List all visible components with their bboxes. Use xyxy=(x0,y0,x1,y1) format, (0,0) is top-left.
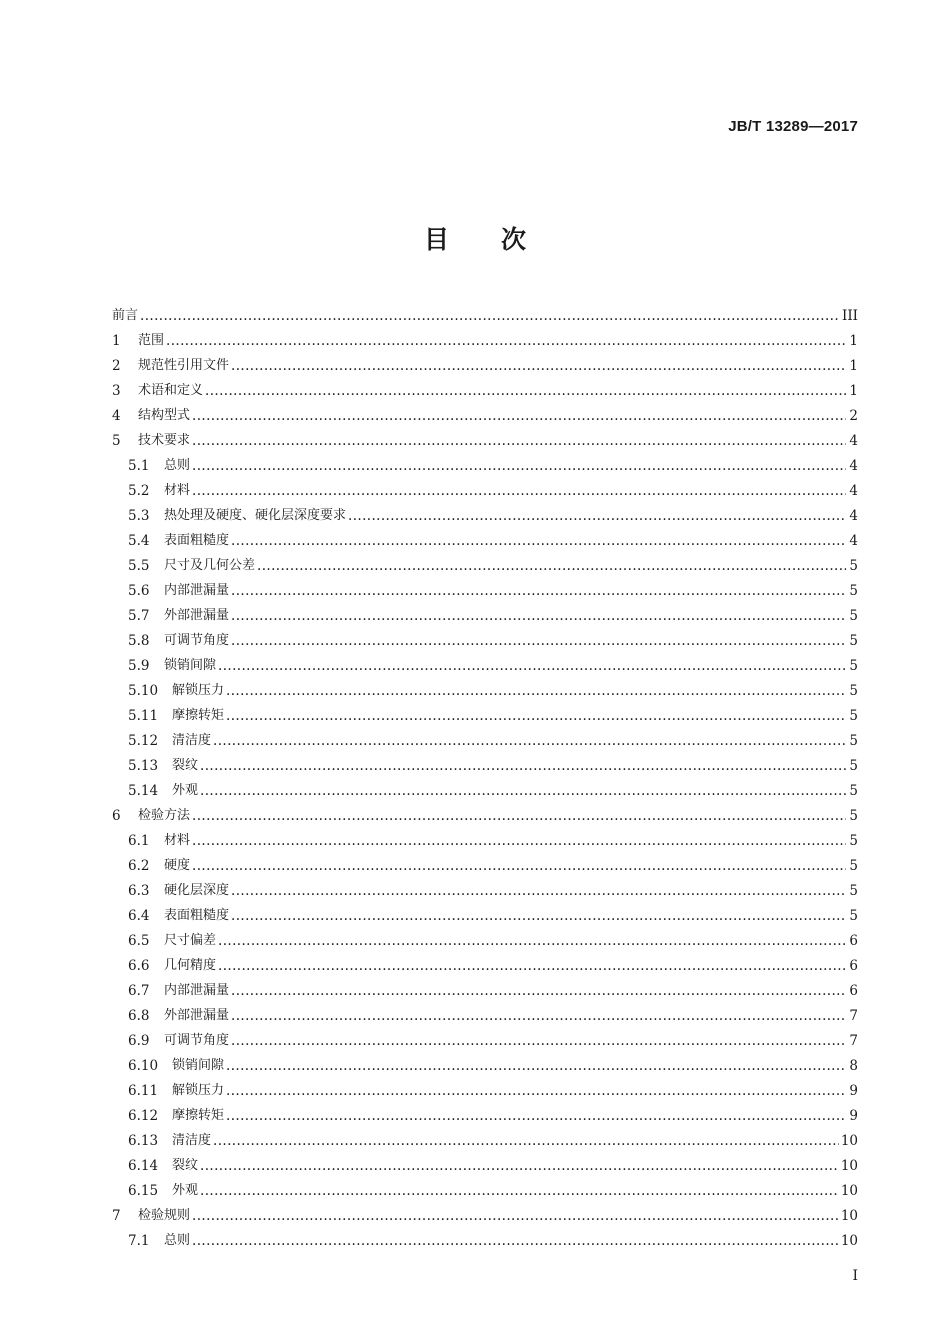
toc-entry-page: 5 xyxy=(849,683,858,699)
toc-leader-dots xyxy=(231,357,846,375)
toc-entry-number: 6.3 xyxy=(128,883,150,899)
toc-entry[interactable] xyxy=(112,425,858,450)
toc-entry[interactable] xyxy=(112,1200,858,1225)
toc-leader-dots xyxy=(200,1182,839,1200)
toc-entry-number: 2 xyxy=(112,358,121,374)
toc-entry-label: 摩擦转矩 xyxy=(172,1108,225,1123)
toc-entry-label: 表面粗糙度 xyxy=(164,533,230,548)
toc-leader-dots xyxy=(192,482,846,500)
toc-entry[interactable] xyxy=(112,925,858,950)
toc-entry[interactable] xyxy=(112,475,858,500)
toc-entry-number: 1 xyxy=(112,333,121,349)
toc-entry-page: 4 xyxy=(849,483,858,499)
toc-entry-label: 可调节角度 xyxy=(164,1033,230,1048)
toc-entry-label: 内部泄漏量 xyxy=(164,983,230,998)
toc-entry[interactable] xyxy=(112,1050,858,1075)
toc-entry-page: 9 xyxy=(849,1108,858,1124)
toc-leader-dots xyxy=(231,1032,846,1050)
toc-leader-dots xyxy=(226,1107,846,1125)
toc-entry-number: 5 xyxy=(112,433,121,449)
toc-leader-dots xyxy=(200,757,846,775)
toc-entry-page: 6 xyxy=(849,933,858,949)
toc-entry-label: 清洁度 xyxy=(172,733,212,748)
toc-entry[interactable] xyxy=(112,725,858,750)
toc-leader-dots xyxy=(257,557,846,575)
toc-leader-dots xyxy=(205,382,846,400)
toc-leader-dots xyxy=(192,407,846,425)
toc-entry[interactable] xyxy=(112,1225,858,1250)
toc-leader-dots xyxy=(166,332,846,350)
toc-entry[interactable] xyxy=(112,675,858,700)
toc-entry-label: 外部泄漏量 xyxy=(164,608,230,623)
toc-leader-dots xyxy=(231,982,846,1000)
toc-entry[interactable] xyxy=(112,850,858,875)
toc-entry-number: 5.5 xyxy=(128,558,150,574)
toc-entry-label: 外观 xyxy=(172,783,199,798)
toc-entry-label: 材料 xyxy=(164,483,191,498)
toc-entry-label: 硬化层深度 xyxy=(164,883,230,898)
page-number: I xyxy=(852,1268,858,1284)
toc-entry-label: 检验规则 xyxy=(138,1208,191,1223)
toc-entry[interactable] xyxy=(112,625,858,650)
toc-entry-label: 外观 xyxy=(172,1183,199,1198)
toc-entry-page: 10 xyxy=(840,1208,858,1224)
toc-entry-label: 锁销间隙 xyxy=(172,1058,225,1073)
toc-entry-page: 5 xyxy=(849,883,858,899)
toc-entry-label: 硬度 xyxy=(164,858,191,873)
toc-entry[interactable] xyxy=(112,375,858,400)
toc-entry-number: 5.11 xyxy=(128,708,159,724)
toc-entry-page: 1 xyxy=(849,383,858,399)
toc-title xyxy=(0,220,950,256)
toc-entry-number: 6.1 xyxy=(128,833,150,849)
toc-entry-page: 2 xyxy=(849,408,858,424)
toc-entry-page: 10 xyxy=(840,1183,858,1199)
toc-leader-dots xyxy=(200,782,846,800)
toc-leader-dots xyxy=(140,307,840,325)
toc-entry-label: 前言 xyxy=(112,308,139,323)
toc-entry-page: 5 xyxy=(849,858,858,874)
toc-entry-number: 6.10 xyxy=(128,1058,159,1074)
toc-entry-page: III xyxy=(842,308,858,324)
toc-leader-dots xyxy=(348,507,846,525)
toc-entry-page: 5 xyxy=(849,583,858,599)
standard-code: JB/T 13289—2017 xyxy=(728,118,858,135)
toc-entry-number: 5.6 xyxy=(128,583,150,599)
toc-leader-dots xyxy=(231,582,846,600)
toc-leader-dots xyxy=(231,607,846,625)
toc-entry-page: 5 xyxy=(849,708,858,724)
toc-entry-number: 6.13 xyxy=(128,1133,159,1149)
toc-leader-dots xyxy=(231,907,846,925)
toc-entry-number: 6.12 xyxy=(128,1108,159,1124)
toc-entry-number: 5.14 xyxy=(128,783,159,799)
toc-leader-dots xyxy=(192,432,846,450)
toc-entry-label: 规范性引用文件 xyxy=(138,358,230,373)
toc-leader-dots xyxy=(192,832,846,850)
toc-entry-label: 范围 xyxy=(138,333,165,348)
toc-entry-label: 几何精度 xyxy=(164,958,217,973)
toc-leader-dots xyxy=(231,632,846,650)
toc-entry-label: 技术要求 xyxy=(138,433,191,448)
toc-entry-page: 4 xyxy=(849,458,858,474)
toc-entry[interactable] xyxy=(112,1000,858,1025)
toc-leader-dots xyxy=(226,707,846,725)
toc-entry-number: 6.6 xyxy=(128,958,150,974)
toc-entry[interactable] xyxy=(112,825,858,850)
toc-entry-page: 1 xyxy=(849,333,858,349)
toc-entry-label: 尺寸偏差 xyxy=(164,933,217,948)
toc-entry-page: 1 xyxy=(849,358,858,374)
toc-entry-page: 4 xyxy=(849,433,858,449)
toc-entry[interactable] xyxy=(112,1150,858,1175)
toc-leader-dots xyxy=(231,1007,846,1025)
toc-entry-label: 清洁度 xyxy=(172,1133,212,1148)
toc-entry-number: 6 xyxy=(112,808,121,824)
toc-entry[interactable] xyxy=(112,700,858,725)
toc-entry-page: 5 xyxy=(849,808,858,824)
toc-entry[interactable] xyxy=(112,1175,858,1200)
toc-entry[interactable] xyxy=(112,550,858,575)
toc-entry-number: 6.4 xyxy=(128,908,150,924)
toc-entry[interactable] xyxy=(112,1125,858,1150)
toc-entry-number: 5.2 xyxy=(128,483,150,499)
toc-entry-number: 6.11 xyxy=(128,1083,159,1099)
toc-entry-number: 7.1 xyxy=(128,1233,150,1249)
toc-leader-dots xyxy=(231,532,846,550)
toc-entry-number: 6.8 xyxy=(128,1008,150,1024)
toc-entry-page: 5 xyxy=(849,733,858,749)
toc-entry-page: 7 xyxy=(849,1008,858,1024)
toc-entry-number: 5.3 xyxy=(128,508,150,524)
toc-entry-label: 解锁压力 xyxy=(172,1083,225,1098)
table-of-contents xyxy=(112,300,858,1250)
toc-entry[interactable] xyxy=(112,950,858,975)
toc-entry-label: 尺寸及几何公差 xyxy=(164,558,256,573)
toc-entry-page: 4 xyxy=(849,508,858,524)
toc-entry-label: 锁销间隙 xyxy=(164,658,217,673)
toc-entry-label: 表面粗糙度 xyxy=(164,908,230,923)
toc-entry-label: 裂纹 xyxy=(172,758,199,773)
toc-entry-number: 6.9 xyxy=(128,1033,150,1049)
toc-entry-label: 总则 xyxy=(164,1233,191,1248)
toc-entry-page: 9 xyxy=(849,1083,858,1099)
toc-entry[interactable] xyxy=(112,800,858,825)
toc-entry-number: 4 xyxy=(112,408,121,424)
toc-entry-page: 10 xyxy=(840,1133,858,1149)
toc-entry-label: 热处理及硬度、硬化层深度要求 xyxy=(164,508,347,523)
toc-entry-label: 材料 xyxy=(164,833,191,848)
toc-entry-page: 5 xyxy=(849,558,858,574)
toc-leader-dots xyxy=(213,732,846,750)
toc-entry-number: 6.2 xyxy=(128,858,150,874)
toc-entry-label: 摩擦转矩 xyxy=(172,708,225,723)
toc-entry-number: 6.5 xyxy=(128,933,150,949)
toc-entry-label: 内部泄漏量 xyxy=(164,583,230,598)
toc-entry[interactable] xyxy=(112,350,858,375)
toc-entry[interactable] xyxy=(112,750,858,775)
toc-leader-dots xyxy=(192,1207,839,1225)
toc-entry-number: 5.12 xyxy=(128,733,159,749)
toc-entry-page: 5 xyxy=(849,908,858,924)
toc-entry-number: 5.13 xyxy=(128,758,159,774)
toc-entry[interactable] xyxy=(112,575,858,600)
toc-entry-number: 5.7 xyxy=(128,608,150,624)
toc-entry-page: 5 xyxy=(849,658,858,674)
toc-entry-label: 解锁压力 xyxy=(172,683,225,698)
toc-entry-page: 8 xyxy=(849,1058,858,1074)
toc-entry-page: 4 xyxy=(849,533,858,549)
toc-entry-number: 5.1 xyxy=(128,458,150,474)
toc-entry-label: 总则 xyxy=(164,458,191,473)
toc-leader-dots xyxy=(218,932,846,950)
toc-title-part2: 次 xyxy=(501,225,527,254)
toc-entry[interactable] xyxy=(112,650,858,675)
toc-entry[interactable] xyxy=(112,600,858,625)
toc-entry-page: 6 xyxy=(849,983,858,999)
toc-entry-page: 5 xyxy=(849,633,858,649)
toc-entry-label: 可调节角度 xyxy=(164,633,230,648)
toc-entry-number: 5.4 xyxy=(128,533,150,549)
toc-entry-label: 检验方法 xyxy=(138,808,191,823)
toc-entry-label: 结构型式 xyxy=(138,408,191,423)
toc-entry-number: 6.14 xyxy=(128,1158,159,1174)
toc-entry-number: 6.15 xyxy=(128,1183,159,1199)
toc-entry[interactable] xyxy=(112,1075,858,1100)
toc-entry-page: 5 xyxy=(849,783,858,799)
toc-entry-page: 10 xyxy=(840,1233,858,1249)
toc-entry[interactable] xyxy=(112,525,858,550)
toc-entry-number: 3 xyxy=(112,383,121,399)
toc-entry-page: 10 xyxy=(840,1158,858,1174)
toc-leader-dots xyxy=(226,1082,846,1100)
toc-leader-dots xyxy=(200,1157,839,1175)
toc-leader-dots xyxy=(226,682,846,700)
toc-entry[interactable] xyxy=(112,875,858,900)
toc-entry[interactable] xyxy=(112,900,858,925)
toc-entry[interactable] xyxy=(112,775,858,800)
toc-entry[interactable] xyxy=(112,500,858,525)
toc-entry-page: 7 xyxy=(849,1033,858,1049)
toc-leader-dots xyxy=(218,957,846,975)
toc-entry-page: 5 xyxy=(849,608,858,624)
toc-entry-label: 外部泄漏量 xyxy=(164,1008,230,1023)
toc-entry-number: 5.9 xyxy=(128,658,150,674)
toc-entry-page: 5 xyxy=(849,758,858,774)
toc-leader-dots xyxy=(192,857,846,875)
toc-leader-dots xyxy=(192,1232,839,1250)
toc-entry-number: 5.8 xyxy=(128,633,150,649)
toc-leader-dots xyxy=(213,1132,839,1150)
toc-entry-label: 裂纹 xyxy=(172,1158,199,1173)
toc-leader-dots xyxy=(218,657,846,675)
toc-entry[interactable] xyxy=(112,1025,858,1050)
toc-leader-dots xyxy=(192,457,846,475)
toc-entry-label: 术语和定义 xyxy=(138,383,204,398)
toc-entry[interactable] xyxy=(112,1100,858,1125)
toc-entry[interactable] xyxy=(112,300,858,325)
toc-entry-number: 5.10 xyxy=(128,683,159,699)
toc-entry[interactable] xyxy=(112,975,858,1000)
toc-title-part1: 目 xyxy=(423,225,449,254)
toc-entry[interactable] xyxy=(112,450,858,475)
toc-entry[interactable] xyxy=(112,400,858,425)
toc-entry-number: 6.7 xyxy=(128,983,150,999)
toc-leader-dots xyxy=(192,807,846,825)
toc-entry-page: 5 xyxy=(849,833,858,849)
toc-entry[interactable] xyxy=(112,325,858,350)
toc-entry-page: 6 xyxy=(849,958,858,974)
toc-leader-dots xyxy=(231,882,846,900)
toc-entry-number: 7 xyxy=(112,1208,121,1224)
toc-leader-dots xyxy=(226,1057,846,1075)
